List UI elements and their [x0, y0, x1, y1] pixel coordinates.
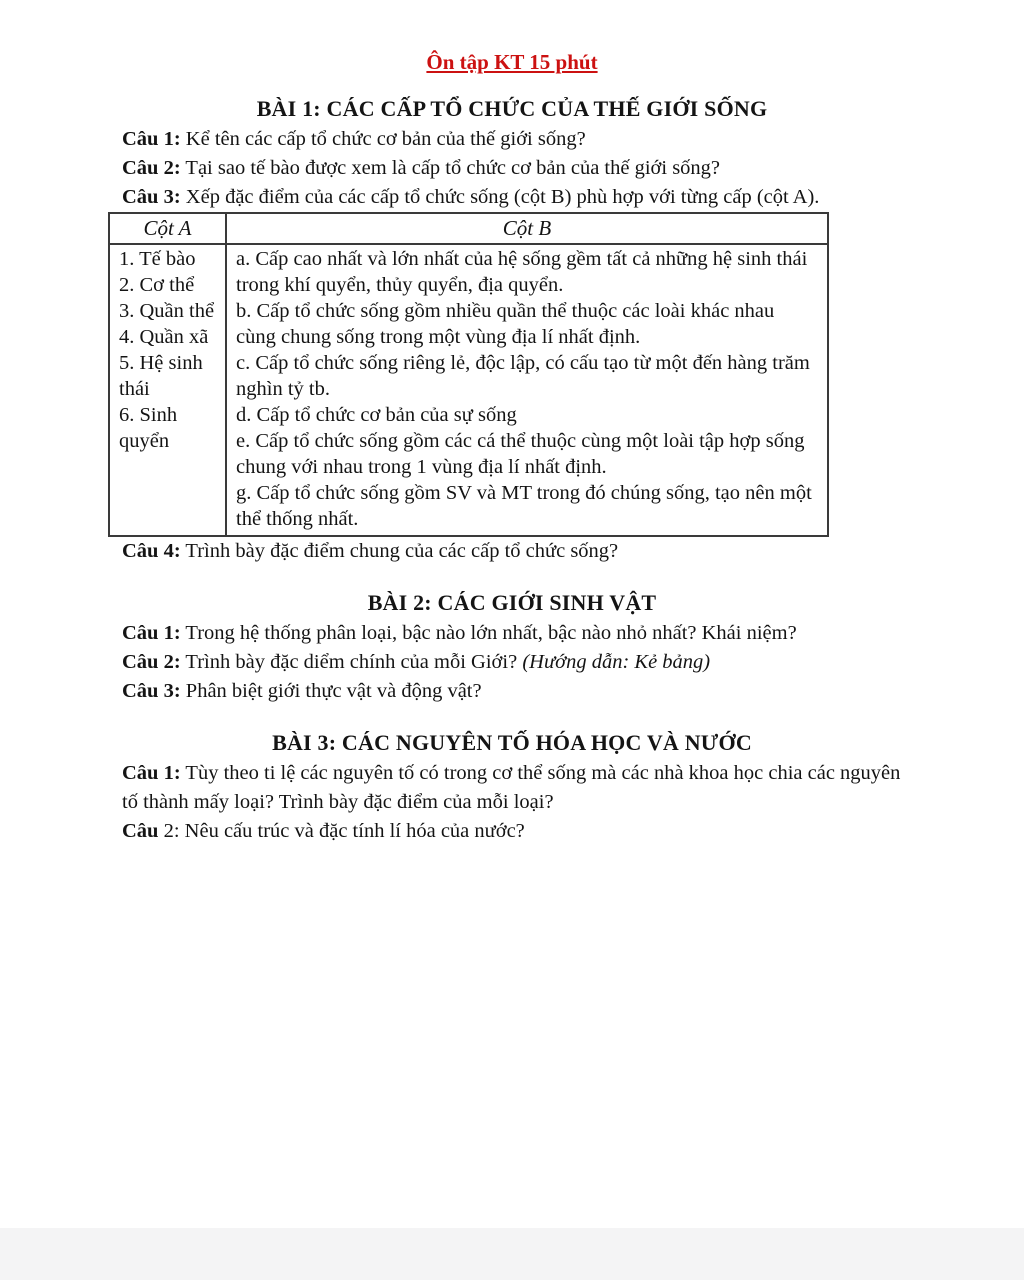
column-a-item-6: 6. Sinh quyển: [119, 404, 178, 452]
column-a-item-5: 5. Hệ sinh thái: [119, 352, 203, 400]
question-2-2: [122, 648, 902, 677]
column-b-item-g: g. Cấp tổ chức sống gồm SV và MT trong đó chúng sống, tạo nên một thể thống nhất.: [236, 482, 812, 530]
section-2-heading: BÀI 2: CÁC GIỚI SINH VẬT: [367, 590, 657, 615]
question-2-1: [122, 619, 902, 648]
question-2-1-text: Trong hệ thống phân loại, bậc nào lớn nhất, bậc nào nhỏ nhất? Khái niệm?: [180, 622, 797, 644]
question-2-1-label: Câu 1:: [122, 622, 181, 644]
document-title: Ôn tập KT 15 phút: [426, 50, 598, 74]
column-a-item-3: 3. Quần thể: [119, 300, 215, 322]
column-a-item-2: 2. Cơ thể: [119, 274, 195, 296]
column-b-item-a: a. Cấp cao nhất và lớn nhất của hệ sống gềm tất cả những hệ sinh thái trong khí quyển, thủy quyển, địa quyển.: [236, 248, 808, 296]
bottom-gray-band: [0, 1228, 1024, 1280]
question-3-1-text: Tùy theo ti lệ các nguyên tố có trong cơ thể sống mà các nhà khoa học chia các nguyên tố thành mấy loại? Trình bày đặc điểm của mỗi loại?: [122, 762, 901, 813]
question-1-2-text: Tại sao tế bào được xem là cấp tổ chức cơ bản của thế giới sống?: [180, 157, 721, 179]
column-b-item-e: e. Cấp tổ chức sống gồm các cá thể thuộc cùng một loài tập hợp sống chung với nhau trong 1 vùng địa lí nhất định.: [236, 430, 805, 478]
question-1-2: [122, 154, 902, 183]
section-1-heading: BÀI 1: CÁC CẤP TỔ CHỨC CỦA THẾ GIỚI SỐNG: [256, 96, 768, 121]
question-2-2-label: Câu 2:: [122, 651, 181, 673]
question-3-2-text: 2: Nêu cấu trúc và đặc tính lí hóa của nước?: [158, 820, 525, 842]
column-a-item-4: 4. Quần xã: [119, 326, 209, 348]
question-3-1-label: Câu 1:: [122, 762, 181, 784]
question-3-2-label: Câu: [122, 820, 159, 842]
question-2-3: [122, 677, 902, 706]
question-1-2-label: Câu 2:: [122, 157, 181, 179]
question-2-3-label: Câu 3:: [122, 680, 181, 702]
column-b-item-c: c. Cấp tổ chức sống riêng lẻ, độc lập, có cấu tạo từ một đến hàng trăm nghìn tỷ tb.: [236, 352, 810, 400]
question-1-3-label: Câu 3:: [122, 186, 181, 208]
question-2-3-text: Phân biệt giới thực vật và động vật?: [180, 680, 482, 702]
column-b-cell: [226, 244, 828, 536]
question-1-4-text: Trình bày đặc điểm chung của các cấp tổ chức sống?: [180, 540, 619, 562]
section-bai-3: [122, 730, 902, 846]
column-a-cell: [109, 244, 226, 536]
question-1-3: [122, 183, 902, 212]
question-1-1: [122, 125, 902, 154]
column-b-item-d: d. Cấp tổ chức cơ bản của sự sống: [236, 404, 517, 426]
question-1-3-text: Xếp đặc điểm của các cấp tổ chức sống (cột B) phù hợp với từng cấp (cột A).: [180, 186, 820, 208]
question-2-2-text: Trình bày đặc diểm chính của mỗi Giới?: [180, 651, 523, 673]
matching-table: [108, 212, 829, 537]
section-3-heading: BÀI 3: CÁC NGUYÊN TỐ HÓA HỌC VÀ NƯỚC: [272, 730, 752, 755]
column-a-item-1: 1. Tế bào: [119, 248, 196, 270]
question-3-1: [122, 759, 902, 817]
section-bai-1: [119, 96, 902, 566]
question-1-4: [122, 537, 902, 566]
question-1-4-label: Câu 4:: [122, 540, 181, 562]
section-bai-2: [122, 590, 902, 706]
column-a-header: Cột A: [109, 213, 226, 244]
question-1-1-label: Câu 1:: [122, 128, 181, 150]
question-3-2: [122, 817, 902, 846]
column-b-header: Cột B: [226, 213, 828, 244]
matching-table-header-row: [109, 213, 828, 244]
question-2-2-hint: (Hướng dẫn: Kẻ bảng): [522, 651, 711, 673]
matching-table-body-row: [109, 244, 828, 536]
column-b-item-b: b. Cấp tổ chức sống gồm nhiều quần thể thuộc các loài khác nhau cùng chung sống trong một vùng địa lí nhất định.: [236, 300, 775, 348]
question-1-1-text: Kể tên các cấp tổ chức cơ bản của thế giới sống?: [180, 128, 586, 150]
